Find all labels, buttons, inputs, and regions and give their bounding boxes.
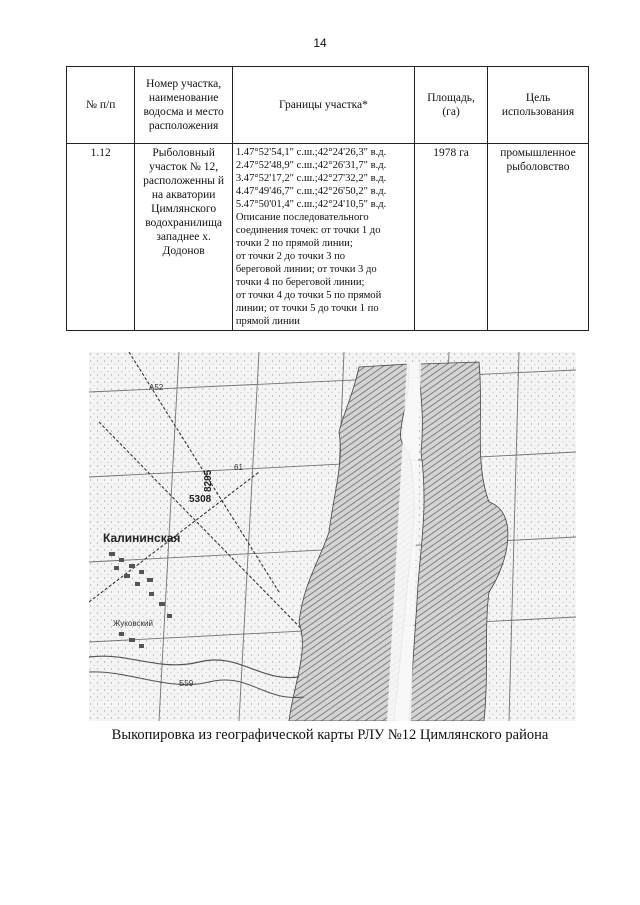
map-label-vertical-number: 8295 [203, 469, 214, 492]
cell-area: 1978 га [415, 144, 488, 331]
map-label-town: Калининская [103, 531, 181, 545]
fishing-plot-table [66, 66, 589, 331]
cell-number: 1.12 [67, 144, 135, 331]
header-area: Площадь, (га) [415, 67, 488, 144]
page-number: 14 [313, 36, 327, 50]
header-name: Номер участка, наименование водосма и место расположения [135, 67, 232, 144]
bounds-line: точки 4 по береговой линии; [235, 277, 365, 288]
cell-name: Рыболовный участок № 12, расположенны й на акватории Цимлянского водохранилища западнее х. Додонов [135, 144, 232, 331]
bounds-line: соединения точек: от точки 1 до [235, 225, 381, 236]
map-label-mark-c: Б59 [179, 679, 194, 688]
header-bounds: Границы участка* [232, 67, 414, 144]
cell-purpose: промышленное рыболовство [488, 144, 589, 331]
cell-bounds [232, 144, 414, 331]
bounds-line: линии; от точки 5 до точки 1 по [235, 303, 379, 314]
header-purpose: Цель использования [488, 67, 589, 144]
bounds-line: 5.47°50'01,4" с.ш.;42°24'10,5" в.д. [235, 199, 387, 210]
bounds-line: от точки 4 до точки 5 по прямой [235, 290, 382, 301]
bounds-line: 4.47°49'46,7" с.ш.;42°26'50,2" в.д. [235, 186, 387, 197]
map-label-mark-a: А52 [149, 383, 164, 392]
map-label-mark-b: 61 [234, 463, 243, 472]
map-label-village: Жуковский [113, 619, 153, 628]
table-row [67, 144, 589, 331]
bounds-line: 2.47°52'48,9" с.ш.;42°26'31,7" в.д. [235, 160, 387, 171]
header-number: № п/п [67, 67, 135, 144]
map-image [89, 352, 576, 721]
bounds-line: 3.47°52'17,2" с.ш.;42°27'32,2" в.д. [235, 173, 387, 184]
map-label-road-number: 5308 [189, 494, 212, 505]
bounds-line: прямой линии [235, 316, 300, 327]
map-caption: Выкопировка из географической карты РЛУ №12 Цимлянского района [111, 727, 549, 743]
bounds-line: 1.47°52'54,1" с.ш.;42°24'26,3" в.д. [235, 147, 387, 158]
bounds-line: Описание последовательного [235, 212, 369, 223]
bounds-line: точки 2 по прямой линии; [235, 238, 353, 249]
bounds-line: береговой линии; от точки 3 до [235, 264, 377, 275]
bounds-line: от точки 2 до точки 3 по [235, 251, 346, 262]
table-header-row [67, 67, 589, 144]
map-excerpt [89, 352, 576, 721]
